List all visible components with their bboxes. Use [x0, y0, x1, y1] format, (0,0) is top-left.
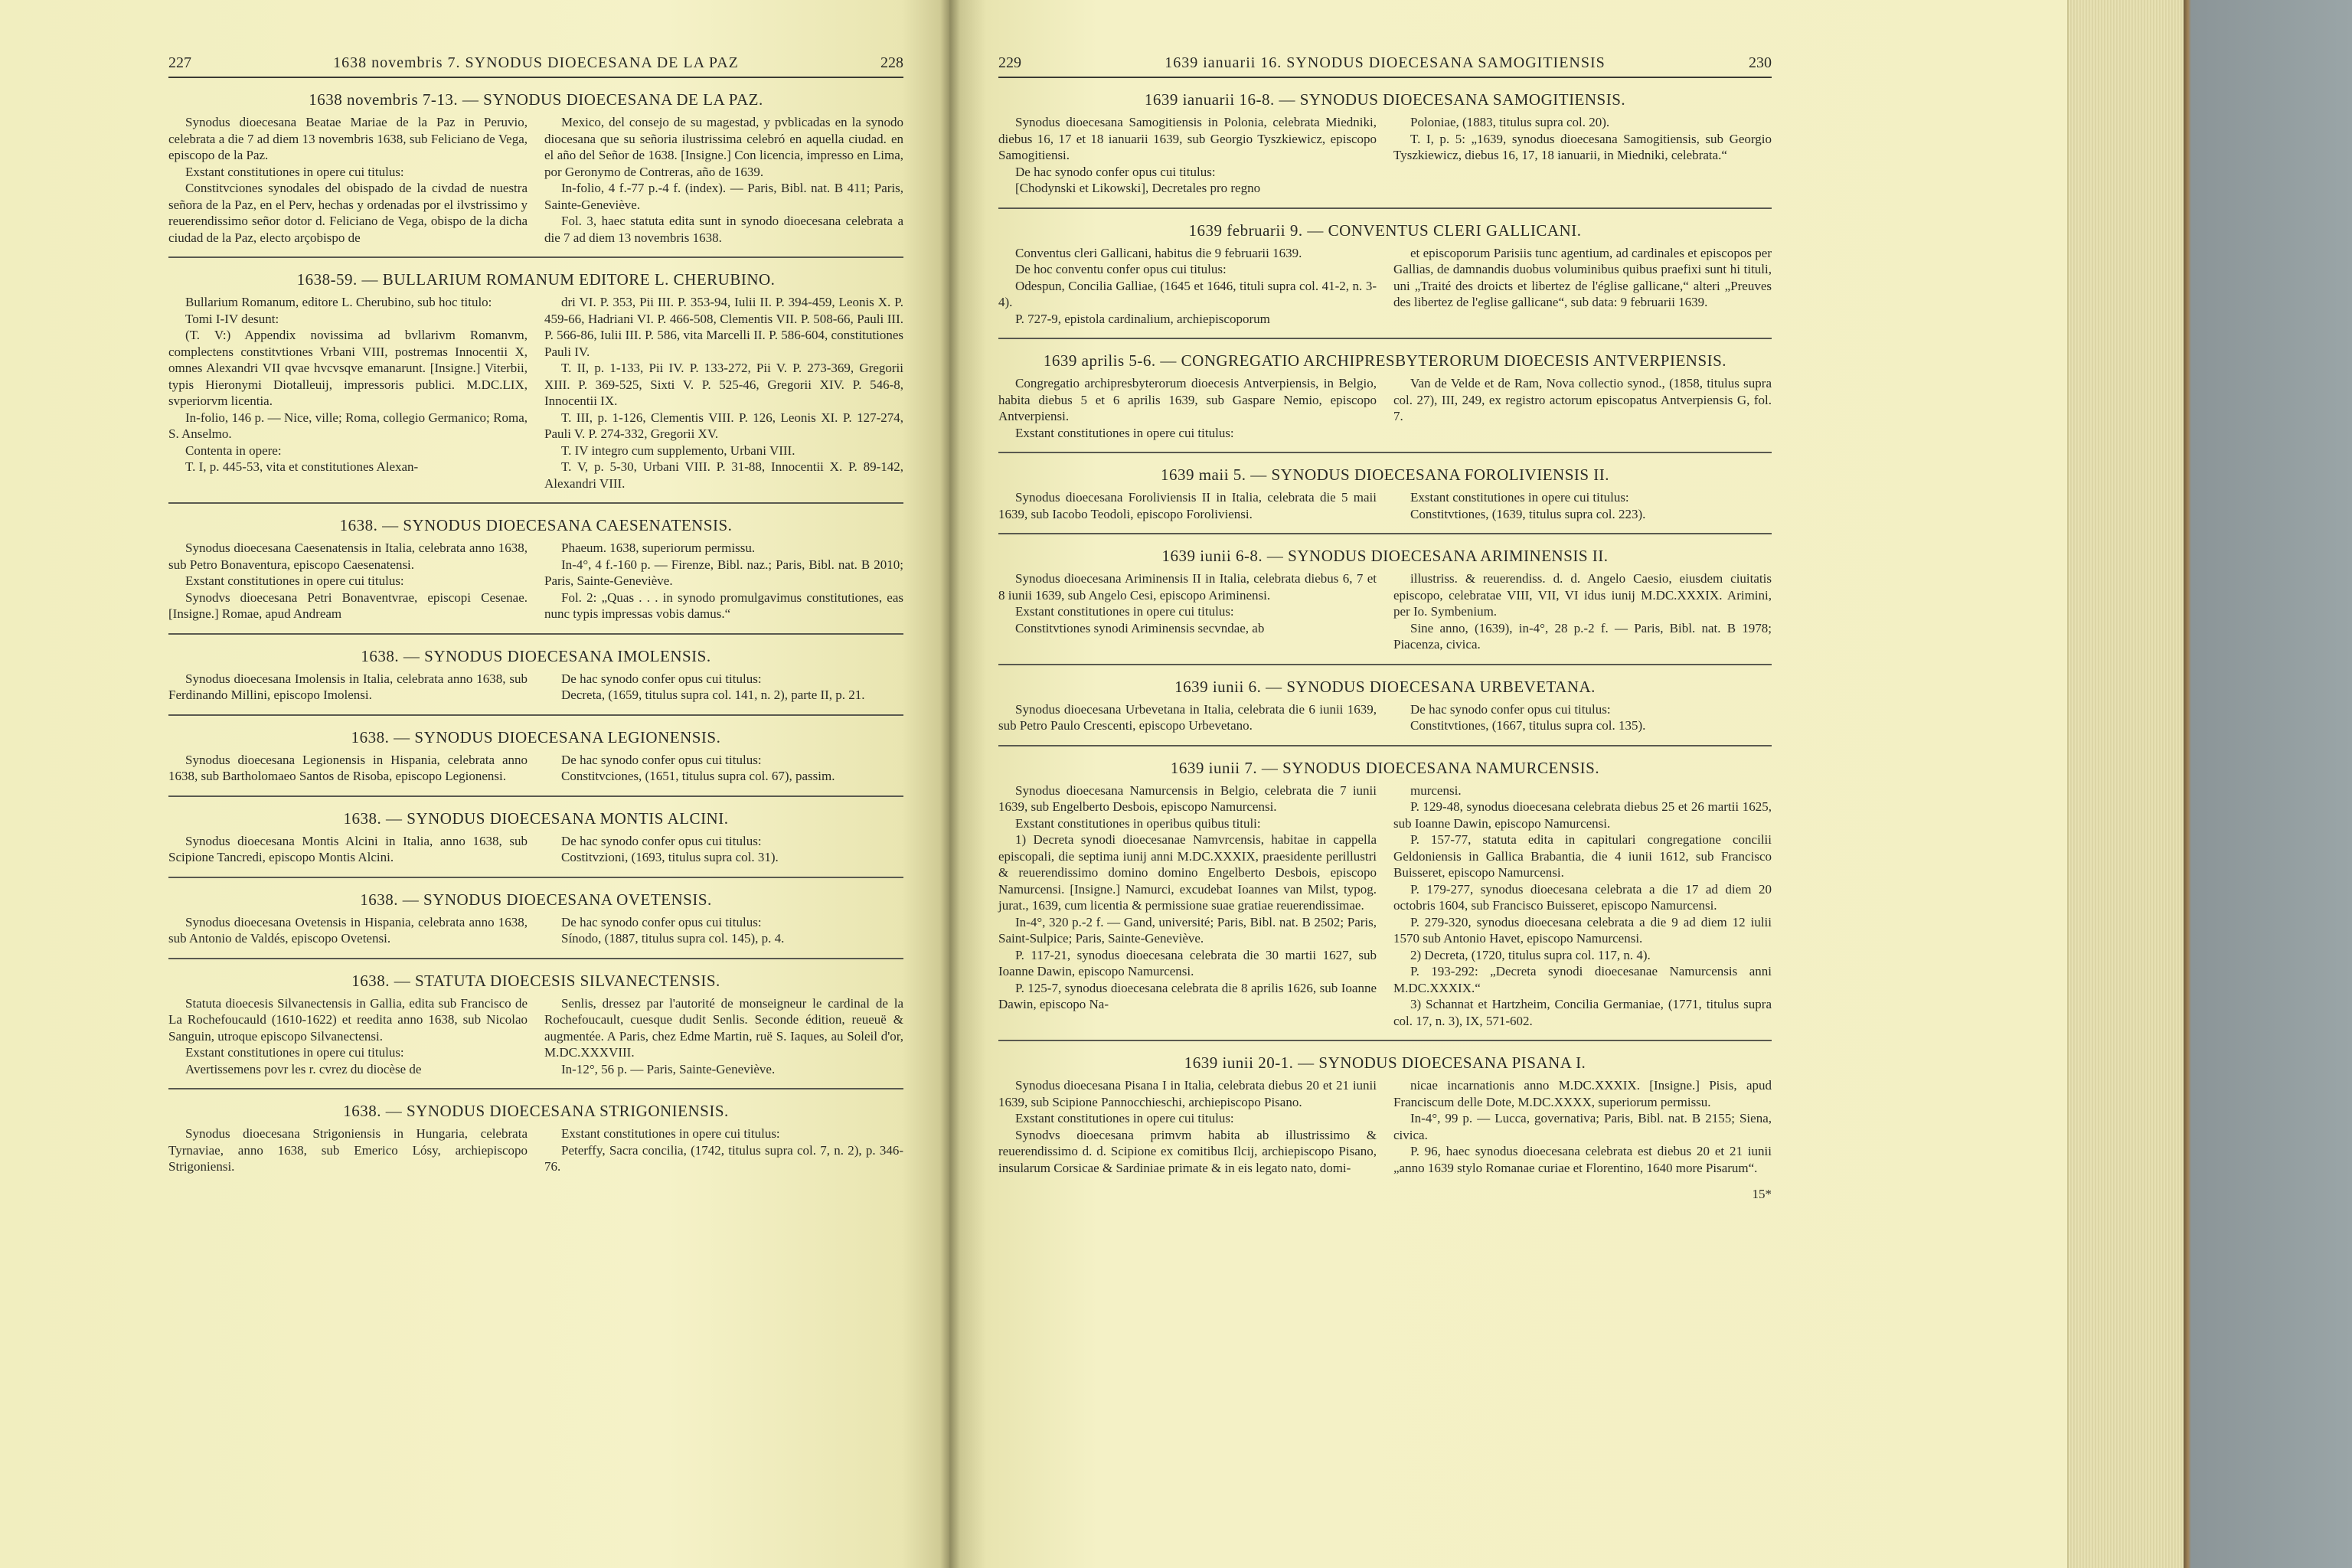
entry-columns — [168, 671, 903, 704]
entry-paragraph: P. 727-9, epistola cardinalium, archiepiscoporum — [1015, 311, 1270, 326]
entry-paragraph: De hac synodo confer opus cui titulus: — [1015, 164, 1216, 179]
entry-paragraph: Synodvs dioecesana Petri Bonaventvrae, episcopi Cesenae. [Insigne.] Romae, apud Andream — [168, 590, 528, 621]
entry-columns — [168, 294, 903, 492]
catalog-entry — [998, 1054, 1772, 1176]
entry-column-right — [1393, 701, 1772, 734]
entry-column-right — [1393, 782, 1772, 1030]
entry-columns — [998, 782, 1772, 1030]
entry-column-right — [544, 114, 903, 246]
catalog-entry — [998, 90, 1772, 197]
entry-paragraph: De hac synodo confer opus cui titulus: — [561, 752, 762, 767]
entry-paragraph: Exstant constitutiones in opere cui titulus: — [185, 573, 404, 588]
entry-column-right — [544, 1125, 903, 1175]
entry-column-left — [998, 375, 1377, 441]
entry-paragraph: Van de Velde et de Ram, Nova collectio synod., (1858, titulus supra col. 27), III, 249, ex registro actorum episcopatus Antverpiensis G, fol. 7. — [1393, 376, 1772, 423]
running-head — [168, 46, 903, 78]
entry-paragraph: T. III, p. 1-126, Clementis VIII. P. 126, Leonis XI. P. 127-274, Pauli V. P. 274-332, Gregorii XV. — [544, 410, 903, 441]
entry-paragraph: Synodus dioecesana Ovetensis in Hispania, celebrata anno 1638, sub Antonio de Valdés, episcopo Ovetensi. — [168, 914, 528, 946]
entry-columns — [168, 114, 903, 246]
entry-paragraph: Synodus dioecesana Strigoniensis in Hungaria, celebrata Tyrnaviae, anno 1638, sub Emerico Lósy, archiepiscopo Strigoniensi. — [168, 1126, 528, 1174]
entry-divider — [998, 207, 1772, 209]
entry-title: 1639 iunii 20-1. — SYNODUS DIOECESANA PISANA I. — [1184, 1054, 1586, 1072]
entry-paragraph: Constitvciones synodales del obispado de la civdad de nuestra señora de la Paz, en el Perv, hechas y ordenadas por el ilvstrissimo y reuerendissimo señor dotor d. Feliciano de Vega, obispo de la dicha ciudad de la Paz, electo arçobispo de — [168, 181, 528, 245]
entry-columns — [168, 540, 903, 622]
entry-paragraph: Synodvs dioecesana primvm habita ab illustrissimo & reuerendissimo d. d. Scipione ex comitibus Ilcij, archiepiscopo Pisano, insularum Corsicae & Sardiniae primate & in eis legato nato, domi- — [998, 1127, 1377, 1175]
entry-divider — [998, 452, 1772, 453]
entry-paragraph: Statuta dioecesis Silvanectensis in Gallia, edita sub Francisco de La Rochefoucauld (1610-1622) et reedita anno 1638, sub Nicolao Sanguin, utroque episcopo Silvanectensi. — [168, 995, 528, 1044]
entry-column-left — [168, 1125, 528, 1175]
entry-title: 1639 iunii 6. — SYNODUS DIOECESANA URBEVETANA. — [1174, 677, 1596, 696]
signature-mark: 15* — [1752, 1187, 1772, 1201]
entry-paragraph: Exstant constitutiones in opere cui titulus: — [1015, 425, 1234, 440]
entry-paragraph: Synodus dioecesana Pisana I in Italia, celebrata diebus 20 et 21 iunii 1639, sub Scipione Pannocchieschi, archiepiscopo Pisano. — [998, 1078, 1377, 1109]
entry-paragraph: In-folio, 4 f.-77 p.-4 f. (index). — Paris, Bibl. nat. B 411; Paris, Sainte-Geneviève. — [544, 181, 903, 212]
page-number: 230 — [1749, 54, 1772, 71]
entry-paragraph: P. 129-48, synodus dioecesana celebrata diebus 25 et 26 martii 1625, sub Ioanne Dawin, episcopo Namurcensi. — [1393, 799, 1772, 831]
entry-columns — [998, 1077, 1772, 1176]
entry-column-left — [168, 540, 528, 622]
entry-title: 1638 novembris 7-13. — SYNODUS DIOECESANA DE LA PAZ. — [309, 90, 763, 109]
entry-divider — [168, 795, 903, 797]
catalog-entry — [168, 728, 903, 785]
entry-columns — [998, 701, 1772, 734]
entry-column-right — [1393, 1077, 1772, 1176]
entry-paragraph: De hac synodo confer opus cui titulus: — [561, 914, 762, 929]
entry-paragraph: Costitvzioni, (1693, titulus supra col. 31). — [561, 850, 779, 864]
entry-paragraph: In-4°, 320 p.-2 f. — Gand, université; Paris, Bibl. nat. B 2502; Paris, Saint-Sulpice; Paris, Sainte-Geneviève. — [998, 914, 1377, 946]
entry-paragraph: Contenta in opere: — [185, 443, 282, 458]
entry-paragraph: Constitvtiones, (1639, titulus supra col. 223). — [1410, 506, 1646, 521]
entry-title: 1639 maii 5. — SYNODUS DIOECESANA FOROLIVIENSIS II. — [1160, 466, 1610, 484]
entry-columns — [998, 114, 1772, 197]
entry-paragraph: Synodus dioecesana Caesenatensis in Italia, celebrata anno 1638, sub Petro Bonaventura, episcopo Caesenatensi. — [168, 541, 528, 572]
entry-paragraph: Synodus dioecesana Beatae Mariae de la Paz in Peruvio, celebrata a die 7 ad diem 13 novembris 1638, sub Feliciano de Vega, episcopo de la Paz. — [168, 115, 528, 162]
entry-column-right — [1393, 245, 1772, 328]
page-number: 228 — [880, 54, 903, 71]
entry-paragraph: Exstant constitutiones in opere cui titulus: — [1410, 490, 1629, 505]
entry-paragraph: Exstant constitutiones in opere cui titulus: — [185, 1045, 404, 1060]
catalog-entry — [998, 221, 1772, 328]
entry-paragraph: P. 179-277, synodus dioecesana celebrata a die 17 ad diem 20 octobris 1604, sub Francisco Buisseret, episcopo Namurcensi. — [1393, 881, 1772, 913]
entry-divider — [168, 256, 903, 258]
entry-columns — [998, 375, 1772, 441]
entry-column-right — [1393, 375, 1772, 441]
entry-paragraph: (T. V:) Appendix novissima ad bvllarivm Romanvm, complectens constitvtiones Vrbani VIII, postremas Innocentii X, omnes Alexandri VII qvae hvcvsqve emanarunt. [Insigne.] Viterbii, typis Hieronymi Diotalleuij, impressoris publici. M.DC.LIX, svperiorvm licentia. — [168, 328, 528, 408]
entry-column-left — [998, 782, 1377, 1030]
entry-columns — [168, 752, 903, 785]
entry-paragraph: T. I, p. 5: „1639, synodus dioecesana Samogitiensis, sub Georgio Tyszkiewicz, diebus 16, 17, 18 ianuarii, in Miedniki, celebrata.“ — [1393, 131, 1772, 162]
entry-title: 1638. — SYNODUS DIOECESANA MONTIS ALCINI. — [343, 808, 729, 828]
entry-column-right — [544, 995, 903, 1078]
entry-title: 1638. — SYNODUS DIOECESANA STRIGONIENSIS. — [343, 1102, 729, 1120]
entry-paragraph: Exstant constitutiones in opere cui titulus: — [1015, 1111, 1234, 1125]
catalog-entry — [168, 972, 903, 1078]
entry-paragraph: Exstant constitutiones in operibus quibus tituli: — [1015, 815, 1261, 831]
entry-paragraph: murcensi. — [1410, 782, 1462, 798]
entry-paragraph: Synodus dioecesana Urbevetana in Italia, celebrata die 6 iunii 1639, sub Petro Paulo Crescenti, episcopo Urbevetano. — [998, 701, 1377, 733]
entry-paragraph: Constitvciones, (1651, titulus supra col. 67), passim. — [561, 769, 835, 783]
entry-divider — [998, 338, 1772, 339]
book-cover-edge — [2184, 0, 2352, 1568]
entry-paragraph: Synodus dioecesana Legionensis in Hispania, celebrata anno 1638, sub Bartholomaeo Santos de Risoba, episcopo Legionensi. — [168, 752, 528, 783]
entry-paragraph: 3) Schannat et Hartzheim, Concilia Germaniae, (1771, titulus supra col. 17, n. 3), IX, 571-602. — [1393, 997, 1772, 1028]
entry-paragraph: In-4°, 4 f.-160 p. — Firenze, Bibl. naz.; Paris, Bibl. nat. B 2010; Paris, Sainte-Geneviève. — [544, 557, 903, 588]
book-gutter — [940, 0, 960, 1568]
entry-paragraph: Synodus dioecesana Samogitiensis in Polonia, celebrata Miedniki, diebus 16, 17 et 18 ianuarii 1639, sub Georgio Tyszkiewicz, episcopo Samogitiensi. — [998, 115, 1377, 162]
entry-column-left — [168, 995, 528, 1078]
entry-paragraph: Sine anno, (1639), in-4°, 28 p.-2 f. — Paris, Bibl. nat. B 1978; Piacenza, civica. — [1393, 620, 1772, 652]
entry-paragraph: T. V, p. 5-30, Urbani VIII. P. 31-88, Innocentii X. P. 89-142, Alexandri VIII. — [544, 459, 903, 491]
entry-paragraph: Peterffy, Sacra concilia, (1742, titulus supra col. 7, n. 2), p. 346-76. — [544, 1142, 903, 1174]
entry-paragraph: Fol. 3, haec statuta edita sunt in synodo dioecesana celebrata a die 7 ad diem 13 novembris 1638. — [544, 214, 903, 245]
entry-paragraph: Tomi I-IV desunt: — [185, 311, 279, 326]
entry-columns — [168, 914, 903, 947]
entry-paragraph: Conventus cleri Gallicani, habitus die 9 februarii 1639. — [1015, 245, 1302, 260]
entry-paragraph: De hac synodo confer opus cui titulus: — [561, 833, 762, 848]
entry-paragraph: Poloniae, (1883, titulus supra col. 20). — [1410, 115, 1610, 129]
entry-paragraph: Fol. 2: „Quas . . . in synodo promulgavimus constitutiones, eas nunc typis impressas vobis damus.“ — [544, 590, 903, 621]
catalog-entry — [998, 466, 1772, 522]
entry-paragraph: Senlis, dressez par l'autorité de monseigneur le cardinal de la Rochefoucault, cuesque dudit Senlis. Seconde édition, reueuë & augmentée. A Paris, chez Edme Martin, ruë S. Iaques, au Soleil d'or, M.DC.XXXVIII. — [544, 995, 903, 1060]
entry-columns — [168, 995, 903, 1078]
right-page — [949, 0, 2184, 1568]
entry-paragraph: illustriss. & reuerendiss. d. d. Angelo Caesio, eiusdem ciuitatis episcopo, celebratae VIII, VII, VI idus iunij M.DC.XXXIX. Arimini, per Io. Symbenium. — [1393, 571, 1772, 619]
entry-paragraph: P. 157-77, statuta edita in capitulari congregatione concilii Geldoniensis in Gallica Brabantia, die 4 iunii 1612, sub Francisco Buisseret, episcopo Namurcensi. — [1393, 832, 1772, 880]
entry-paragraph: P. 125-7, synodus dioecesana celebrata die 8 aprilis 1626, sub Ioanne Dawin, episcopo Na- — [998, 980, 1377, 1011]
entry-paragraph: Synodus dioecesana Ariminensis II in Italia, celebrata diebus 6, 7 et 8 iunii 1639, sub Angelo Cesi, episcopo Ariminensi. — [998, 571, 1377, 603]
entry-columns — [998, 245, 1772, 328]
entry-paragraph: Synodus dioecesana Montis Alcini in Italia, anno 1638, sub Scipione Tancredi, episcopo Montis Alcini. — [168, 833, 528, 864]
entry-column-left — [998, 1077, 1377, 1176]
entry-paragraph: dri VI. P. 353, Pii III. P. 353-94, Iulii II. P. 394-459, Leonis X. P. 459-66, Hadriani VI. P. 466-508, Clementis VII. P. 508-66, Pauli III. P. 566-86, Iulii III. P. 586, vita Marcelli II. P. 586-604, constitutiones Pauli IV. — [544, 295, 903, 359]
entry-column-right — [1393, 489, 1772, 522]
catalog-entry — [998, 759, 1772, 1030]
entry-title: 1639 februarii 9. — CONVENTUS CLERI GALLICANI. — [1188, 220, 1582, 240]
catalog-entry — [168, 90, 903, 246]
entry-paragraph: De hac synodo confer opus cui titulus: — [1410, 701, 1611, 717]
catalog-entry — [998, 351, 1772, 441]
entry-paragraph: T. II, p. 1-133, Pii IV. P. 133-272, Pii V. P. 273-369, Gregorii XIII. P. 369-525, Sixti V. P. 525-46, Gregorii XIV. P. 546-8, Innocentii IX. — [544, 361, 903, 408]
catalog-entry — [998, 547, 1772, 653]
entry-column-right — [544, 752, 903, 785]
entry-columns — [998, 489, 1772, 522]
running-head — [998, 46, 1772, 78]
entry-paragraph: P. 193-292: „Decreta synodi dioecesanae Namurcensis anni M.DC.XXXIX.“ — [1393, 964, 1772, 995]
entry-columns — [168, 833, 903, 866]
entry-title: 1639 ianuarii 16-8. — SYNODUS DIOECESANA SAMOGITIENSIS. — [1144, 90, 1626, 109]
entry-list — [168, 90, 903, 1175]
entry-title: 1638. — SYNODUS DIOECESANA OVETENSIS. — [360, 890, 712, 909]
entry-paragraph: Synodus dioecesana Foroliviensis II in Italia, celebrata die 5 maii 1639, sub Iacobo Teodoli, episcopo Foroliviensi. — [998, 490, 1377, 521]
catalog-entry — [168, 809, 903, 866]
entry-paragraph: Mexico, del consejo de su magestad, y pvblicadas en la synodo diocesana que su señoria ilustrissima celebró en aquella ciudad. en el año del Señor de 1638. [Insigne.] Con licencia, impresso en Lima, por Geronymo de Contreras, año de 1639. — [544, 115, 903, 179]
entry-paragraph: In-12°, 56 p. — Paris, Sainte-Geneviève. — [561, 1061, 776, 1076]
entry-paragraph: et episcoporum Parisiis tunc agentium, ad cardinales et episcopos per Gallias, de damnandis duobus voluminibus quibus praefixi sunt hi tituli, uni „Traité des droicts et libertez de l'église gallicane,“ alteri „Preuves des libertez de l'eglise gallicane“, sub data: 9 februarii 1639. — [1393, 245, 1772, 309]
entry-paragraph: Decreta, (1659, titulus supra col. 141, n. 2), parte II, p. 21. — [561, 688, 865, 702]
entry-paragraph: T. IV integro cum supplemento, Urbani VIII. — [561, 443, 795, 458]
catalog-entry — [168, 1102, 903, 1175]
entry-paragraph: P. 279-320, synodus dioecesana celebrata a die 9 ad diem 12 iulii 1570 sub Antonio Havet, episcopo Namurcensi. — [1393, 914, 1772, 946]
catalog-entry — [998, 678, 1772, 734]
entry-divider — [998, 1040, 1772, 1041]
entry-paragraph: De hac synodo confer opus cui titulus: — [561, 671, 762, 686]
entry-title: 1639 aprilis 5-6. — CONGREGATIO ARCHIPRESBYTERORUM DIOECESIS ANTVERPIENSIS. — [1043, 351, 1727, 370]
running-title: 1638 novembris 7. SYNODUS DIOECESANA DE LA PAZ — [333, 54, 739, 71]
entry-paragraph: P. 96, haec synodus dioecesana celebrata est diebus 20 et 21 iunii „anno 1639 stylo Romanae curiae et Florentino, 1640 more Pisarum“. — [1393, 1144, 1772, 1175]
entry-paragraph: Odespun, Concilia Galliae, (1645 et 1646, tituli supra col. 41-2, n. 3-4). — [998, 278, 1377, 309]
entry-paragraph: De hoc conventu confer opus cui titulus: — [1015, 262, 1227, 276]
entry-columns — [998, 570, 1772, 653]
entry-list — [998, 90, 1772, 1176]
entry-title: 1638. — SYNODUS DIOECESANA IMOLENSIS. — [361, 646, 711, 665]
entry-column-left — [998, 701, 1377, 734]
entry-column-left — [168, 914, 528, 947]
entry-paragraph: 2) Decreta, (1720, titulus supra col. 117, n. 4). — [1410, 947, 1651, 962]
entry-column-right — [544, 540, 903, 622]
entry-paragraph: nicae incarnationis anno M.DC.XXXIX. [Insigne.] Pisis, apud Franciscum delle Dote, M.DC.XXXX, superiorum permissu. — [1393, 1078, 1772, 1109]
entry-paragraph: Phaeum. 1638, superiorum permissu. — [561, 541, 756, 555]
entry-title: 1638-59. — BULLARIUM ROMANUM EDITORE L. CHERUBINO. — [296, 270, 776, 289]
running-title: 1639 ianuarii 16. SYNODUS DIOECESANA SAMOGITIENSIS — [1165, 54, 1606, 71]
entry-columns — [168, 1125, 903, 1175]
entry-paragraph: Exstant constitutiones in opere cui titulus: — [185, 164, 404, 179]
entry-paragraph: Constitvtiones, (1667, titulus supra col. 135). — [1410, 718, 1646, 733]
entry-column-right — [544, 914, 903, 947]
entry-column-right — [1393, 114, 1772, 197]
entry-paragraph: Exstant constitutiones in opere cui titulus: — [1015, 604, 1234, 619]
entry-column-left — [168, 114, 528, 246]
catalog-entry — [168, 516, 903, 622]
entry-column-right — [1393, 570, 1772, 653]
entry-divider — [168, 1088, 903, 1089]
entry-divider — [168, 714, 903, 716]
entry-column-left — [998, 245, 1377, 328]
entry-column-right — [544, 833, 903, 866]
entry-paragraph: In-folio, 146 p. — Nice, ville; Roma, collegio Germanico; Roma, S. Anselmo. — [168, 410, 528, 441]
entry-paragraph: Bullarium Romanum, editore L. Cherubino, sub hoc titulo: — [185, 295, 492, 309]
catalog-entry — [168, 270, 903, 492]
entry-title: 1639 iunii 7. — SYNODUS DIOECESANA NAMURCENSIS. — [1170, 758, 1600, 777]
entry-paragraph: In-4°, 99 p. — Lucca, governativa; Paris, Bibl. nat. B 2155; Siena, civica. — [1393, 1111, 1772, 1142]
entry-paragraph: T. I, p. 445-53, vita et constitutiones Alexan- — [185, 459, 419, 474]
entry-divider — [998, 664, 1772, 665]
entry-divider — [168, 633, 903, 635]
entry-column-left — [168, 671, 528, 704]
page-edges — [2067, 0, 2185, 1568]
entry-title: 1639 iunii 6-8. — SYNODUS DIOECESANA ARIMINENSIS II. — [1161, 547, 1609, 565]
page-number: 229 — [998, 54, 1021, 71]
entry-paragraph: P. 117-21, synodus dioecesana celebrata die 30 martii 1627, sub Ioanne Dawin, episcopo Namurcensi. — [998, 947, 1377, 978]
entry-divider — [998, 533, 1772, 534]
entry-column-left — [168, 294, 528, 492]
entry-column-right — [544, 671, 903, 704]
entry-paragraph: [Chodynski et Likowski], Decretales pro regno — [1015, 181, 1261, 195]
entry-paragraph: 1) Decreta synodi dioecesanae Namvrcensis, habitae in cappella episcopali, die septima iunij anni M.DC.XXXIX, praesidente perillustri & reuerendissimo domino domino Engelberto Desbois, episcopo Namurcensi. [Insigne.] Namurci, excudebat Ioannes van Milst, typog. jurat., 1639, cum licentia & permissione suae gratiae reuerendissimae. — [998, 832, 1377, 913]
entry-paragraph: Constitvtiones synodi Ariminensis secvndae, ab — [1015, 620, 1265, 635]
entry-paragraph: Exstant constitutiones in opere cui titulus: — [561, 1126, 780, 1141]
left-page — [0, 0, 949, 1568]
entry-divider — [168, 502, 903, 504]
page-number: 227 — [168, 54, 191, 71]
entry-paragraph: Synodus dioecesana Namurcensis in Belgio, celebrata die 7 iunii 1639, sub Engelberto Desbois, episcopo Namurcensi. — [998, 782, 1377, 814]
entry-title: 1638. — STATUTA DIOECESIS SILVANECTENSIS. — [351, 971, 720, 990]
entry-paragraph: Synodus dioecesana Imolensis in Italia, celebrata anno 1638, sub Ferdinando Millini, episcopo Imolensi. — [168, 671, 528, 702]
entry-paragraph: Sínodo, (1887, titulus supra col. 145), p. 4. — [561, 931, 785, 946]
entry-paragraph: Avertissemens povr les r. cvrez du diocèse de — [185, 1061, 422, 1076]
catalog-entry — [168, 890, 903, 947]
entry-column-left — [168, 833, 528, 866]
entry-column-left — [998, 570, 1377, 653]
entry-column-left — [998, 114, 1377, 197]
entry-title: 1638. — SYNODUS DIOECESANA LEGIONENSIS. — [351, 727, 721, 746]
entry-column-left — [998, 489, 1377, 522]
entry-title: 1638. — SYNODUS DIOECESANA CAESENATENSIS. — [339, 516, 733, 534]
entry-divider — [168, 958, 903, 959]
entry-column-left — [168, 752, 528, 785]
entry-column-right — [544, 294, 903, 492]
catalog-entry — [168, 647, 903, 704]
entry-divider — [998, 745, 1772, 746]
entry-paragraph: Congregatio archipresbyterorum dioecesis Antverpiensis, in Belgio, habita diebus 5 et 6 aprilis 1639, sub Gaspare Nemio, episcopo Antverpiensi. — [998, 376, 1377, 423]
entry-divider — [168, 877, 903, 878]
